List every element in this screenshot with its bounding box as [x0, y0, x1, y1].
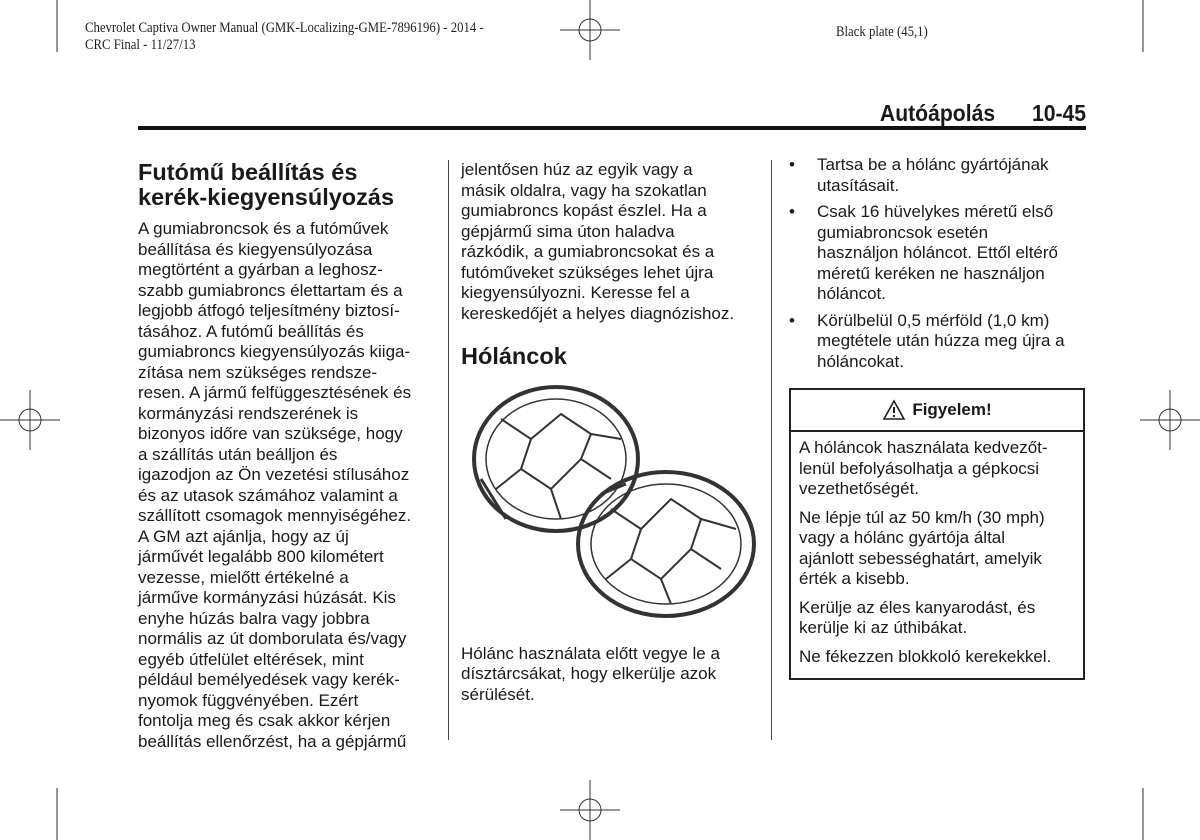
section-heading	[138, 160, 443, 210]
text-line: rázkódik, a gumiabroncsokat és a	[461, 242, 715, 261]
text-line: beállítás ellenőrzést, ha a gépjármű	[138, 731, 407, 751]
header-line-2: CRC Final - 11/27/13	[85, 37, 196, 53]
bullet-list	[789, 155, 1089, 372]
text-line: zítása nem szükséges rendsze-	[138, 362, 378, 382]
text-line: bizonyos időre van szüksége, hogy	[138, 424, 403, 443]
text-line: vezethetőségét.	[799, 479, 920, 498]
text-line: A GM azt ajánlja, hogy az új	[138, 526, 349, 546]
body-text	[461, 160, 766, 324]
body-text	[138, 219, 443, 752]
text-line: vagy a hólánc gyártója által	[799, 528, 1006, 547]
text-line: futóműveket szükséges lehet újra	[461, 262, 714, 282]
text-line: fontolja meg és csak akkor kérjen	[138, 711, 391, 730]
warning-paragraph	[799, 647, 1075, 668]
text-line: dísztárcsákat, hogy elkerülje azok	[461, 664, 717, 683]
text-line: jelentősen húz az egyik vagy a	[461, 160, 693, 179]
text-line: enyhe húzás balra vagy jobbra	[138, 608, 370, 628]
text-line: gumiabroncs kiegyensúlyozás kiiga-	[138, 342, 411, 361]
bullet-item	[789, 311, 1089, 373]
warning-body	[791, 432, 1083, 681]
warning-triangle-icon	[882, 399, 906, 421]
text-line: Csak 16 hüvelykes méretű első	[817, 202, 1054, 221]
warning-title-text: Figyelem!	[912, 400, 992, 419]
column-divider	[448, 160, 449, 740]
text-line: Ne fékezzen blokkoló kerekekkel.	[799, 646, 1052, 666]
text-line: A hóláncok használata kedvezőt-	[799, 438, 1048, 457]
text-line: megtörtént a gyárban a leghosz-	[138, 260, 383, 279]
text-line: resen. A jármű felfüggesztésének és	[138, 383, 412, 402]
snow-chain-illustration	[461, 379, 761, 624]
text-line: Kerülje az éles kanyarodást, és	[799, 597, 1036, 617]
header-line-1: Chevrolet Captiva Owner Manual (GMK-Localizing-GME-7896196) - 2014 -	[85, 20, 484, 36]
text-line: érték a kisebb.	[799, 569, 910, 588]
heading-line: Futómű beállítás és	[138, 159, 358, 185]
text-line: gépjármű sima úton haladva	[461, 221, 675, 241]
text-line: legjobb átfogó teljesítmény biztosí-	[138, 301, 400, 320]
text-line: kerülje ki az úthibákat.	[799, 618, 968, 637]
column-divider	[771, 160, 772, 740]
page-number: 10-45	[1031, 100, 1086, 126]
bullet-icon: •	[789, 155, 795, 174]
bullet-icon: •	[789, 202, 795, 221]
text-line: sérülését.	[461, 684, 535, 704]
text-line: egyéb útfelület eltérések, mint	[138, 649, 364, 669]
text-line: vezesse, mielőtt értékelné a	[138, 567, 349, 587]
text-line: ajánlott sebességhatárt, amelyik	[799, 548, 1042, 568]
text-line: Ne lépje túl az 50 km/h (30 mph)	[799, 507, 1045, 527]
text-line: Tartsa be a hólánc gyártójának	[817, 155, 1049, 174]
text-line: gumiabroncsok esetén	[817, 222, 989, 242]
section-title: Autóápolás	[879, 100, 996, 126]
text-line: kormányzási rendszerének is	[138, 403, 359, 423]
bullet-item	[789, 155, 1089, 196]
text-line: szabb gumiabroncs élettartam és a	[138, 280, 403, 300]
text-line: gumiabroncs kopást észlel. Ha a	[461, 201, 707, 220]
text-line: a szállítás után beálljon és	[138, 444, 338, 464]
print-header	[85, 20, 484, 54]
text-line: nyomok függvényében. Ezért	[138, 690, 359, 710]
text-line: kereskedőjét a helyes diagnózishoz.	[461, 303, 735, 323]
text-line: lenül befolyásolhatja a gépkocsi	[799, 458, 1040, 478]
text-line: például bemélyedések vagy kerék-	[138, 670, 400, 689]
heading-line: kerék-kiegyensúlyozás	[138, 184, 395, 210]
warning-box	[789, 388, 1085, 680]
text-line: és az utasok számához valamint a	[138, 485, 398, 505]
column-1	[138, 160, 443, 752]
text-line: megtétele után húzza meg újra a	[817, 331, 1065, 350]
illustration-caption	[461, 644, 766, 706]
column-2	[461, 160, 766, 705]
text-line: hóláncokat.	[817, 351, 904, 371]
warning-paragraph	[799, 438, 1075, 500]
section-header	[880, 100, 1086, 127]
bullet-item	[789, 202, 1089, 305]
text-line: A gumiabroncsok és a futóművek	[138, 219, 389, 238]
bullet-icon: •	[789, 310, 795, 330]
text-line: méretű keréken ne használjon	[817, 263, 1045, 283]
text-line: utasításait.	[817, 175, 900, 195]
text-line: másik oldalra, vagy ha szokatlan	[461, 180, 707, 200]
warning-paragraph	[799, 598, 1075, 639]
text-line: Hólánc használata előtt vegye le a	[461, 643, 720, 663]
text-line: tásához. A futómű beállítás és	[138, 321, 364, 341]
text-line: szállított csomagok mennyiségéhez.	[138, 506, 412, 525]
warning-title	[791, 390, 1083, 432]
text-line: Körülbelül 0,5 mérföld (1,0 km)	[817, 310, 1050, 330]
text-line: normális az út domborulata és/vagy	[138, 629, 407, 648]
text-line: hóláncot.	[817, 284, 886, 303]
text-line: járművét legalább 800 kilométert	[138, 547, 384, 566]
text-line: igazodjon az Ön vezetési stílusához	[138, 465, 410, 484]
column-3	[789, 155, 1089, 378]
section-heading: Hóláncok	[461, 343, 567, 369]
plate-label: Black plate (45,1)	[836, 24, 928, 40]
text-line: járműve kormányzási húzását. Kis	[138, 588, 396, 607]
text-line: kiegyensúlyozni. Keresse fel a	[461, 283, 690, 302]
warning-paragraph	[799, 508, 1075, 590]
header-rule	[138, 126, 1086, 130]
text-line: beállítása és kiegyensúlyozása	[138, 239, 373, 259]
text-line: használjon hóláncot. Ettől eltérő	[817, 243, 1058, 262]
